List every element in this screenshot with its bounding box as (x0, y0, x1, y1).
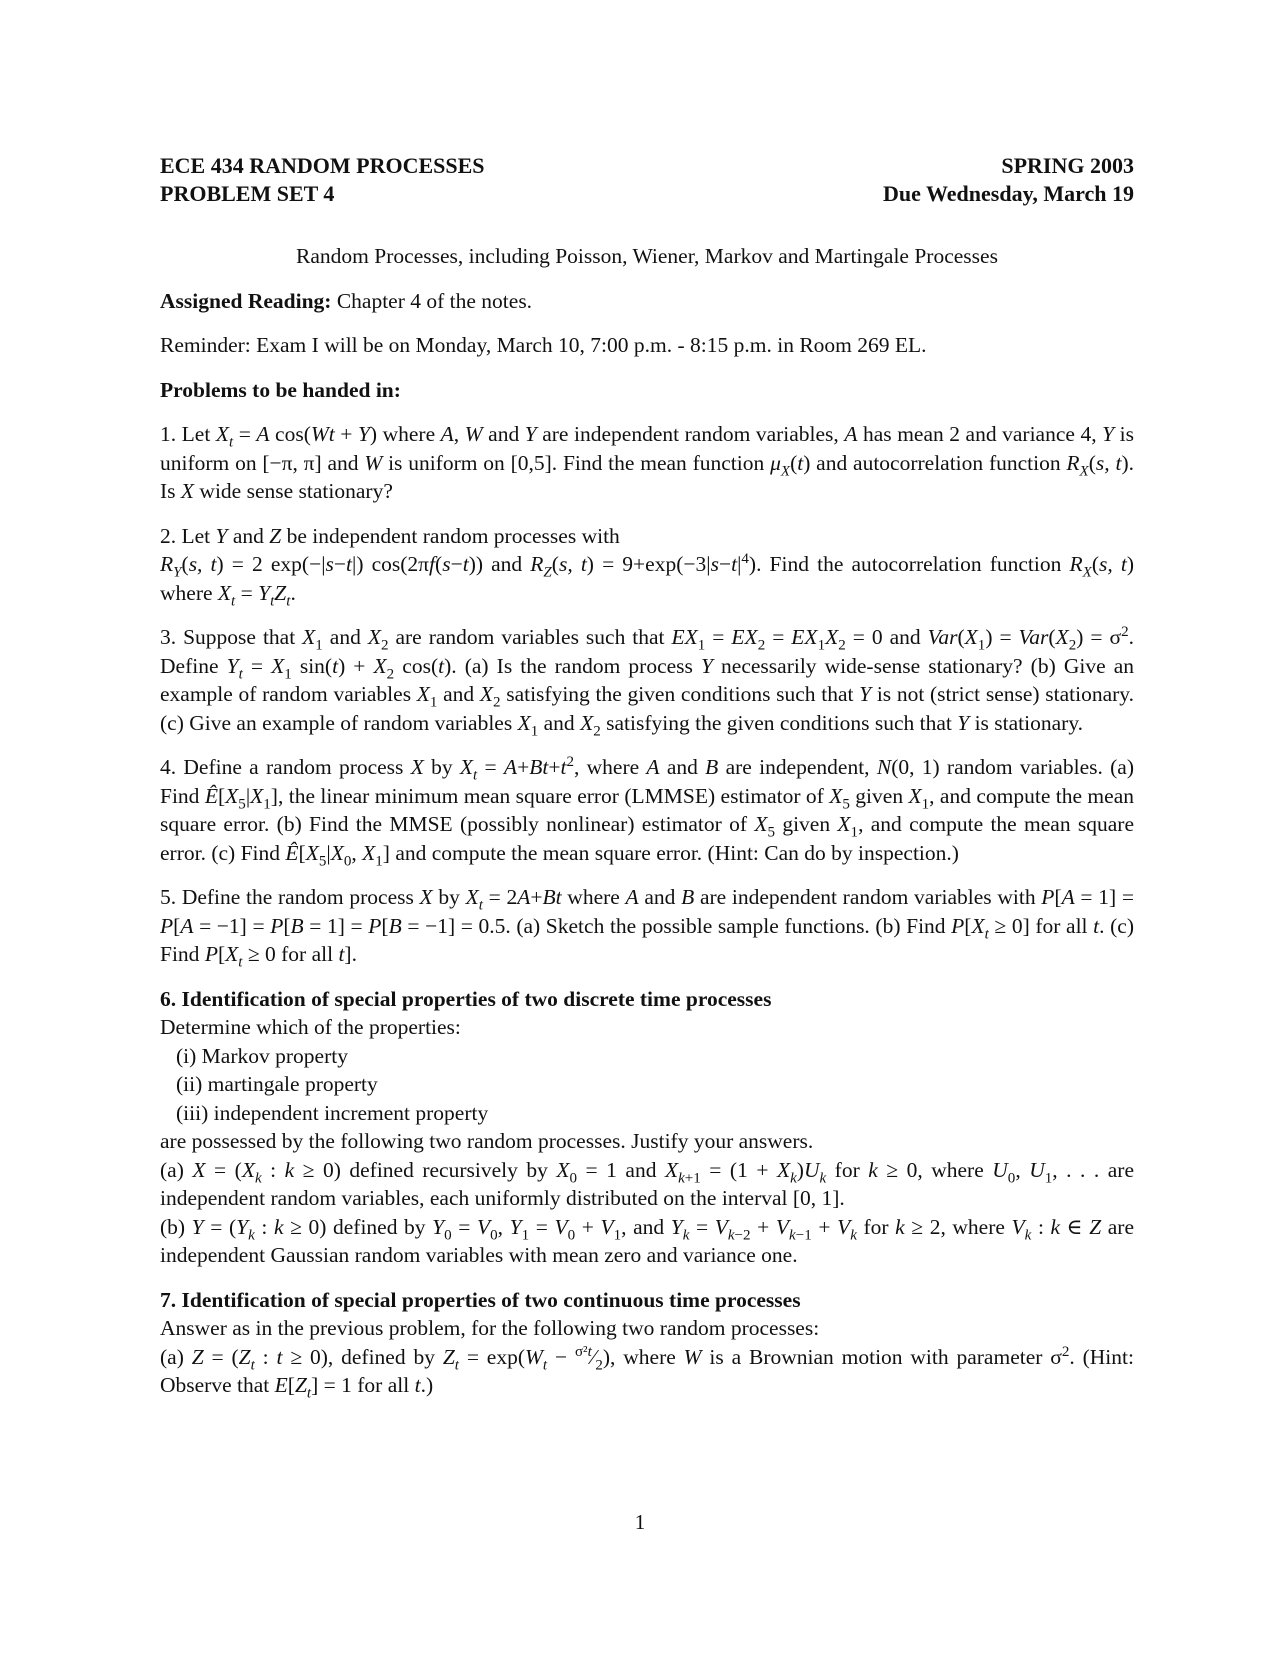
reading-text: Chapter 4 of the notes. (336, 288, 533, 313)
page-number: 1 (634, 1510, 646, 1534)
problem-3: 3. Suppose that $X_1$ and $X_2$ are random variables such that $EX_1 = EX_2 = EX_1X_2 = 0$ and $Var(X_1) = Var(X_2) = \sigma^2$. Define $Y_t = X_1$ $\sin(t) + X_2$ cos(t). (a) Is the random process Y necessarily wide-sense stationary? (b) Give an example of random variables $X_1$ and $X_2$ satisfying the given conditions such that Y is not (strict sense) stationary. (c) Give an example of random variables $X_1$ and $X_2$ satisfying the given conditions such that Y is stationary. (160, 623, 1135, 739)
property-item: (ii) martingale property (176, 1072, 378, 1096)
problem-6-outro: are possessed by the following two random processes. Justify your answers. (160, 1129, 814, 1153)
problems-heading: Problems to be handed in: (160, 377, 401, 402)
problem-6 (160, 985, 1134, 1270)
problem-7-part-a: (a) $Z = (Z_t$ : t ≥ 0), defined by $Z_t = \exp(W_t$ − $^{\sigma^2t}⁄_2$), where W is a Brownian motion with parameter $\sigma^2$. (Hint: Observe that $E[Z_t] = 1$ for all t.) (160, 1343, 1134, 1402)
problem-4: 4. Define a random process X by $X_t = A+Bt+t^2$, where A and B are independent, N(0, 1) random variables. (a) Find $Ê[X_5|X_1]$, the linear minimum mean square error (LMMSE) estimator of $X_5$ given $X_1$, and compute the mean square error. (b) Find the MMSE (possibly nonlinear) estimator of $X_5$ given $X_1$, and compute the mean square error. (c) Find $Ê[X_5|X_0$, $X_1$] and compute the mean square error. (Hint: Can do by inspection.) (160, 753, 1134, 869)
problem-7-intro: Answer as in the previous problem, for the following two random processes: (160, 1316, 820, 1340)
property-item: (i) Markov property (176, 1043, 348, 1068)
problem-7 (160, 1286, 1134, 1400)
header (160, 152, 1134, 208)
property-item: (iii) independent increment property (176, 1100, 489, 1125)
reading-label: Assigned Reading: (160, 288, 332, 313)
problem-1: 1. Let $X_t = A$ cos(Wt + Y) where A, W and Y are independent random variables, A has mean 2 and variance 4, Y is uniform on [−π, π] and W is uniform on [0,5]. Find the mean function $\mu_X(t)$ and autocorrelation function $R_X(s$, t). Is X wide sense stationary? (160, 422, 1134, 503)
assigned-reading (160, 287, 1134, 316)
problem-6-part-b: (b) $Y = (Y_k$ : k ≥ 0) defined by $Y_0 = V_0$, $Y_1 = V_0 + V_1$, and $Y_k = V_{k-2} + V_{k-1} + V_k$ for k ≥ 2, where $V_k$ : k ∈ Z are independent Gaussian random variables with mean zero and variance one. (160, 1214, 1134, 1267)
course-title: ECE 434 RANDOM PROCESSES (160, 153, 485, 178)
term: SPRING 2003 (1001, 153, 1134, 178)
problem-set-title: PROBLEM SET 4 (160, 181, 335, 206)
document-page (160, 152, 1134, 1400)
due-date: Due Wednesday, March 19 (883, 181, 1134, 206)
problem-6-intro: Determine which of the properties: (160, 1015, 461, 1039)
problem-7-title: 7. Identification of special properties of two continuous time processes (160, 1287, 801, 1312)
problem-5: 5. Define the random process X by $X_t = 2A+Bt$ where A and B are independent random variables with P[A = 1] = P[A = −1] = P[B = 1] = P[B = −1] = 0.5. (a) Sketch the possible sample functions. (b) Find $P[X_t \ge 0]$ for all t. (c) Find $P[X_t \ge 0$ for all t]. (160, 885, 1134, 971)
problem-6-title: 6. Identification of special properties of two discrete time processes (160, 986, 772, 1011)
reminder: Reminder: Exam I will be on Monday, March 10, 7:00 p.m. - 8:15 p.m. in Room 269 EL. (160, 333, 927, 357)
subtitle: Random Processes, including Poisson, Wiener, Markov and Martingale Processes (296, 244, 998, 268)
problem-6-part-a: (a) $X = (X_k$ : k ≥ 0) defined recursively by $X_0 = 1$ and $X_{k+1} = (1 + X_k)U_k$ for k ≥ 0, where $U_0$, $U_1$, . . . are independent random variables, each uniformly distributed on the interval [0, 1]. (160, 1157, 1134, 1210)
problem-2: 2. Let Y and Z be independent random processes with $R_Y(s$, t) = 2 exp(−|s−t|) cos(2πf(s−t)) and $R_Z(s$, $t) = 9+\exp(-3|s-t|^4)$. Find the autocorrelation function $R_X(s$, t) where $X_t = Y_tZ_t$. (160, 523, 1134, 609)
